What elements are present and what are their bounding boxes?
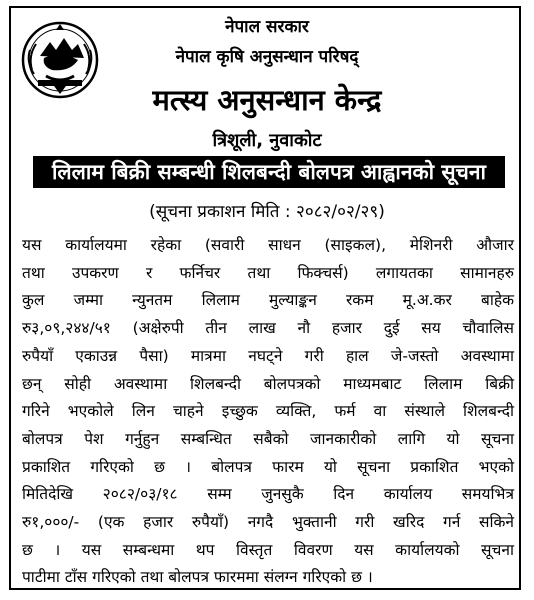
publication-date: (सूचना प्रकाशन मिति : २०८२/०२/२९): [149, 202, 385, 222]
body-line: रु३,०९,२४४/५१ (अक्षेरुपी तीन लाख नौ हजार दुई सय चौवालिस: [22, 319, 514, 338]
notice-body: [22, 232, 514, 592]
centre-name: मत्स्य अनुसन्धान केन्द्र: [152, 83, 382, 117]
body-line: कुल जम्मा न्युनतम लिलाम मुल्याङ्कन रकम मू.अ.कर बाहेक: [22, 291, 514, 310]
government-name: नेपाल सरकार: [225, 17, 309, 37]
council-name: नेपाल कृषि अनुसन्धान परिषद्: [175, 47, 359, 67]
body-line: पाटीमा टाँस गरिएको तथा बोलपत्र फारममा संलग्न गरिएको छ ।: [22, 568, 373, 587]
notice-title: लिलाम बिक्री सम्बन्धी शिलबन्दी बोलपत्र आह्वानको सूचना: [33, 156, 505, 188]
office-location: त्रिशूली, नुवाकोट: [212, 130, 322, 151]
body-line: गरिने भएकोले लिन चाहने इच्छुक व्यक्ति, फर्म वा संस्थाले शिलबन्दी: [22, 402, 514, 421]
body-line: रु१,०००/- (एक हजार रुपैयाँ) नगदै भुक्तानी गरी खरिद गर्न सकिने: [22, 513, 514, 532]
body-line: रुपैयाँ एकाउन्न पैसा) मात्रमा नघट्ने गरी हाल जे-जस्तो अवस्थामा: [22, 346, 514, 365]
body-line: तथा उपकरण र फर्निचर तथा फिक्चर्स) लगायतका सामानहरु: [22, 263, 514, 282]
body-line: छन् सोही अवस्थामा शिलबन्दी बोलपत्रको माध्यमबाट लिलाम बिक्री: [22, 374, 514, 393]
body-line: यस कार्यालयमा रहेका (सवारी साधन (साइकल), मेशिनरी औजार: [22, 236, 514, 254]
body-line: छ । यस सम्बन्धमा थप विस्तृत विवरण यस कार्यालयको सूचना: [22, 540, 514, 559]
body-line: बोलपत्र पेश गर्नुहुन सम्बन्धित सबैको जानकारीको लागि यो सूचना: [22, 429, 514, 448]
body-line: मितिदेखि २०८२/०३/१८ सम्म जुनसुकै दिन कार्यालय समयभित्र: [22, 485, 514, 504]
body-line: प्रकाशित गरिएको छ । बोलपत्र फारम यो सूचना प्रकाशित भएको: [22, 457, 514, 476]
